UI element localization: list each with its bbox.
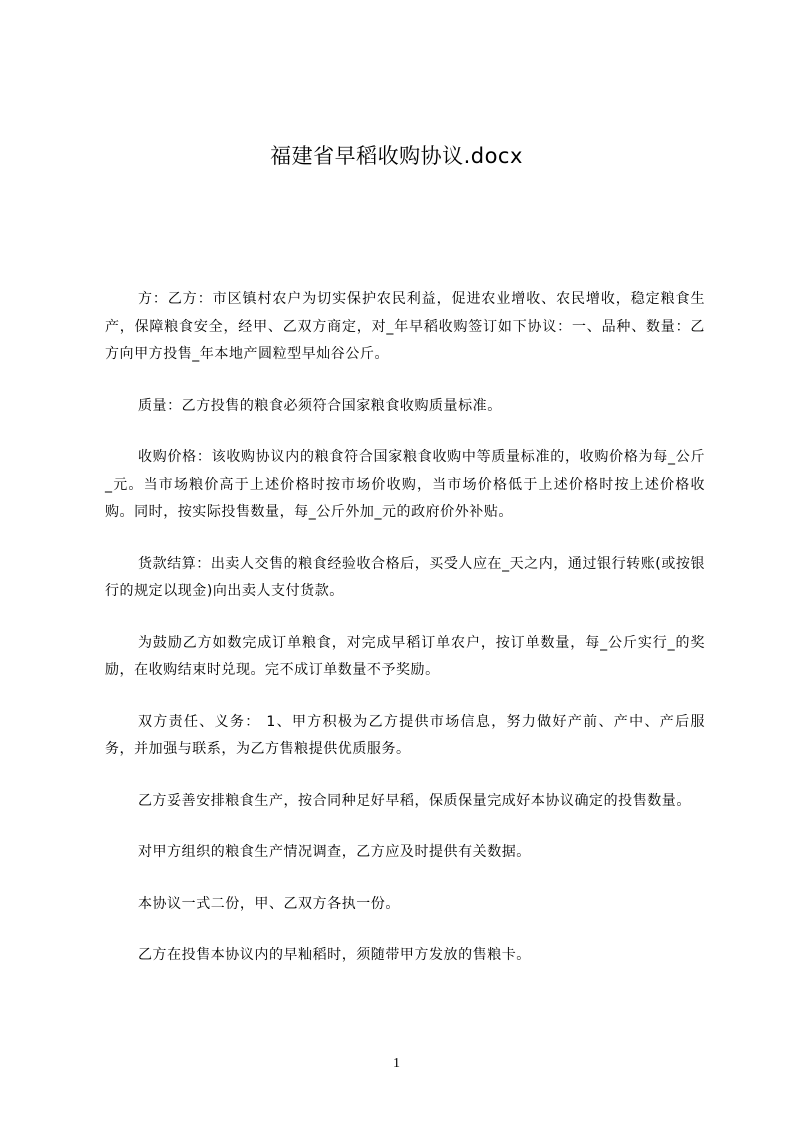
paragraph-reward: 为鼓励乙方如数完成订单粮食，对完成早稻订单农户，按订单数量，每_公斤实行_的奖励，在收购结束时兑现。完不成订单数量不予奖励。 — [105, 634, 705, 678]
document-title: 福建省早稻收购协议.docx — [270, 144, 523, 168]
paragraph-payment: 货款结算：出卖人交售的粮食经验收合格后，买受人应在_天之内，通过银行转账(或按银行的规定以现金)向出卖人支付货款。 — [105, 555, 705, 599]
paragraph-sale-card: 乙方在投售本协议内的早籼稻时，须随带甲方发放的售粮卡。 — [138, 947, 531, 963]
paragraph-parties: 方：乙方：市区镇村农户为切实保护农民利益，促进农业增收、农民增收，稳定粮食生产，保障粮食安全，经甲、乙双方商定，对_年早稻收购签订如下协议：一、品种、数量：乙方向甲方投售_年本地产圆粒型早灿谷公斤。 — [105, 291, 705, 362]
document-body — [105, 286, 705, 994]
paragraph-price: 收购价格：该收购协议内的粮食符合国家粮食收购中等质量标准的，收购价格为每_公斤_元。当市场粮价高于上述价格时按市场价收购，当市场价格低于上述价格时按上述价格收购。同时，按实际投售数量，每_公斤外加_元的政府价外补贴。 — [105, 449, 705, 520]
paragraph-survey: 对甲方组织的粮食生产情况调查，乙方应及时提供有关数据。 — [138, 844, 531, 860]
page-number: 1 — [393, 1056, 400, 1071]
paragraph-copies: 本协议一式二份，甲、乙双方各执一份。 — [138, 895, 400, 912]
paragraph-responsibilities: 双方责任、义务： 1、甲方积极为乙方提供市场信息，努力做好产前、产中、产后服务，并加强与联系，为乙方售粮提供优质服务。 — [105, 713, 705, 757]
paragraph-production: 乙方妥善安排粮食生产，按合同种足好早稻，保质保量完成好本协议确定的投售数量。 — [138, 792, 691, 809]
paragraph-quality: 质量：乙方投售的粮食必须符合国家粮食收购质量标准。 — [138, 397, 502, 414]
